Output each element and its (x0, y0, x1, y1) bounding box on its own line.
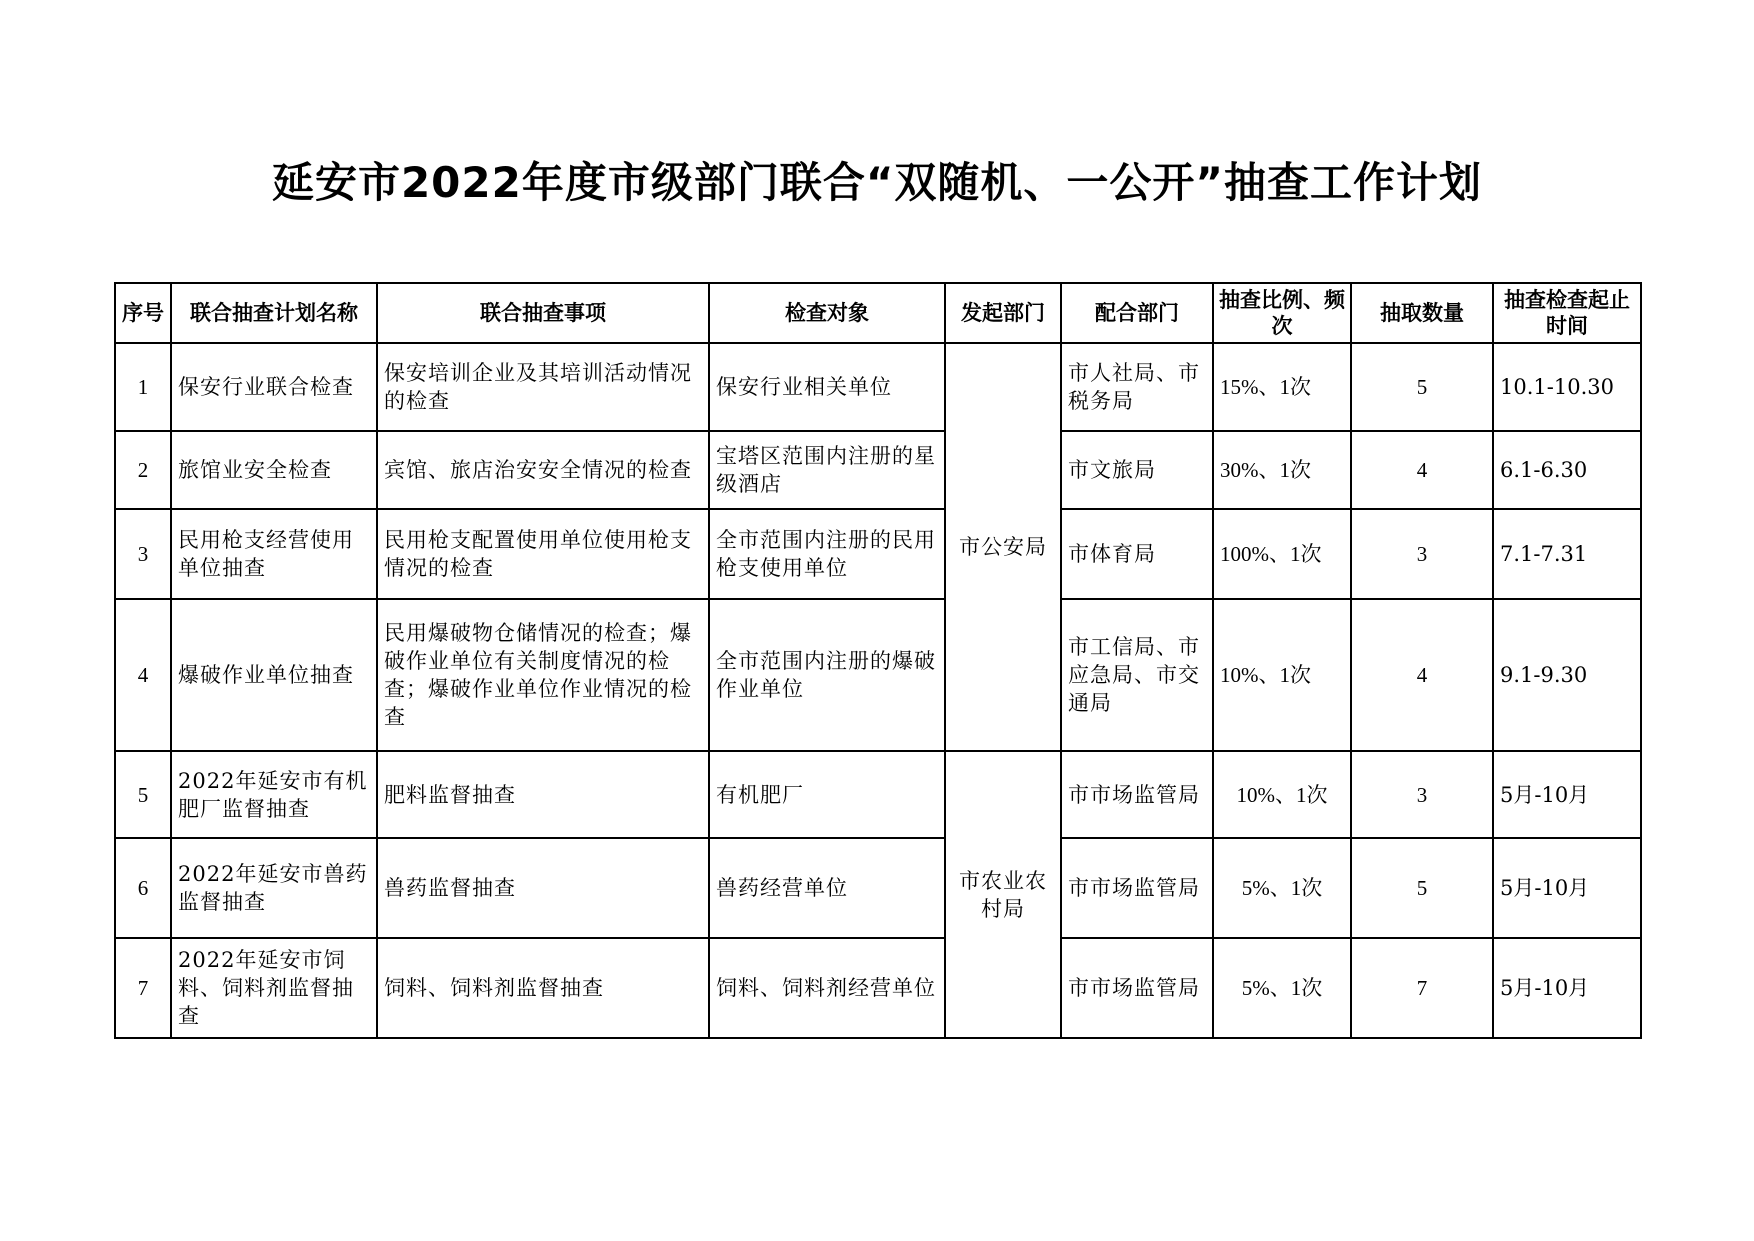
row-plan-name: 爆破作业单位抽查 (171, 599, 377, 751)
row-seq: 7 (115, 938, 171, 1038)
row-seq: 4 (115, 599, 171, 751)
row-cooperators: 市市场监管局 (1061, 938, 1213, 1038)
row-plan-name: 2022年延安市有机肥厂监督抽查 (171, 751, 377, 838)
row-plan-name: 民用枪支经营使用单位抽查 (171, 509, 377, 599)
document-title: 延安市2022年度市级部门联合“双随机、一公开”抽查工作计划 (271, 158, 1483, 207)
header-seq: 序号 (115, 283, 171, 343)
table-row (115, 509, 1641, 599)
row-targets: 全市范围内注册的爆破作业单位 (709, 599, 945, 751)
header-targets: 检查对象 (709, 283, 945, 343)
row-seq: 5 (115, 751, 171, 838)
header-ratio: 抽查比例、频次 (1213, 283, 1351, 343)
row-period: 5月-10月 (1493, 838, 1641, 938)
row-cooperators: 市体育局 (1061, 509, 1213, 599)
row-targets: 饲料、饲料剂经营单位 (709, 938, 945, 1038)
row-cooperators: 市工信局、市应急局、市交通局 (1061, 599, 1213, 751)
row-ratio: 10%、1次 (1213, 751, 1351, 838)
header-count: 抽取数量 (1351, 283, 1493, 343)
row-targets: 全市范围内注册的民用枪支使用单位 (709, 509, 945, 599)
row-cooperators: 市文旅局 (1061, 431, 1213, 509)
inspection-plan-table (114, 282, 1642, 1039)
row-items: 兽药监督抽查 (377, 838, 709, 938)
row-period: 10.1-10.30 (1493, 343, 1641, 431)
header-period: 抽查检查起止时间 (1493, 283, 1641, 343)
row-cooperators: 市人社局、市税务局 (1061, 343, 1213, 431)
row-seq: 6 (115, 838, 171, 938)
row-ratio: 15%、1次 (1213, 343, 1351, 431)
row-items: 宾馆、旅店治安安全情况的检查 (377, 431, 709, 509)
table-row (115, 838, 1641, 938)
table-row (115, 343, 1641, 431)
row-items: 民用爆破物仓储情况的检查；爆破作业单位有关制度情况的检查；爆破作业单位作业情况的检查 (377, 599, 709, 751)
header-cooperators: 配合部门 (1061, 283, 1213, 343)
row-count: 7 (1351, 938, 1493, 1038)
row-targets: 保安行业相关单位 (709, 343, 945, 431)
row-count: 5 (1351, 343, 1493, 431)
row-ratio: 5%、1次 (1213, 838, 1351, 938)
row-period: 6.1-6.30 (1493, 431, 1641, 509)
header-initiator: 发起部门 (945, 283, 1061, 343)
initiator-cell: 市农业农村局 (945, 751, 1061, 1038)
row-items: 肥料监督抽查 (377, 751, 709, 838)
table-row (115, 599, 1641, 751)
row-ratio: 30%、1次 (1213, 431, 1351, 509)
row-period: 9.1-9.30 (1493, 599, 1641, 751)
row-plan-name: 保安行业联合检查 (171, 343, 377, 431)
table-row (115, 938, 1641, 1038)
row-cooperators: 市市场监管局 (1061, 838, 1213, 938)
row-count: 3 (1351, 509, 1493, 599)
row-ratio: 10%、1次 (1213, 599, 1351, 751)
row-targets: 兽药经营单位 (709, 838, 945, 938)
header-plan-name: 联合抽查计划名称 (171, 283, 377, 343)
row-plan-name: 旅馆业安全检查 (171, 431, 377, 509)
row-seq: 3 (115, 509, 171, 599)
row-period: 5月-10月 (1493, 751, 1641, 838)
row-plan-name: 2022年延安市饲料、饲料剂监督抽查 (171, 938, 377, 1038)
row-items: 民用枪支配置使用单位使用枪支情况的检查 (377, 509, 709, 599)
row-period: 7.1-7.31 (1493, 509, 1641, 599)
row-count: 4 (1351, 599, 1493, 751)
row-seq: 2 (115, 431, 171, 509)
row-seq: 1 (115, 343, 171, 431)
row-targets: 有机肥厂 (709, 751, 945, 838)
row-cooperators: 市市场监管局 (1061, 751, 1213, 838)
table-row (115, 751, 1641, 838)
initiator-cell: 市公安局 (945, 343, 1061, 751)
row-period: 5月-10月 (1493, 938, 1641, 1038)
row-ratio: 5%、1次 (1213, 938, 1351, 1038)
header-row (115, 283, 1641, 343)
row-count: 5 (1351, 838, 1493, 938)
table-row (115, 431, 1641, 509)
row-count: 4 (1351, 431, 1493, 509)
row-ratio: 100%、1次 (1213, 509, 1351, 599)
row-items: 保安培训企业及其培训活动情况的检查 (377, 343, 709, 431)
header-items: 联合抽查事项 (377, 283, 709, 343)
row-plan-name: 2022年延安市兽药监督抽查 (171, 838, 377, 938)
row-targets: 宝塔区范围内注册的星级酒店 (709, 431, 945, 509)
row-count: 3 (1351, 751, 1493, 838)
row-items: 饲料、饲料剂监督抽查 (377, 938, 709, 1038)
